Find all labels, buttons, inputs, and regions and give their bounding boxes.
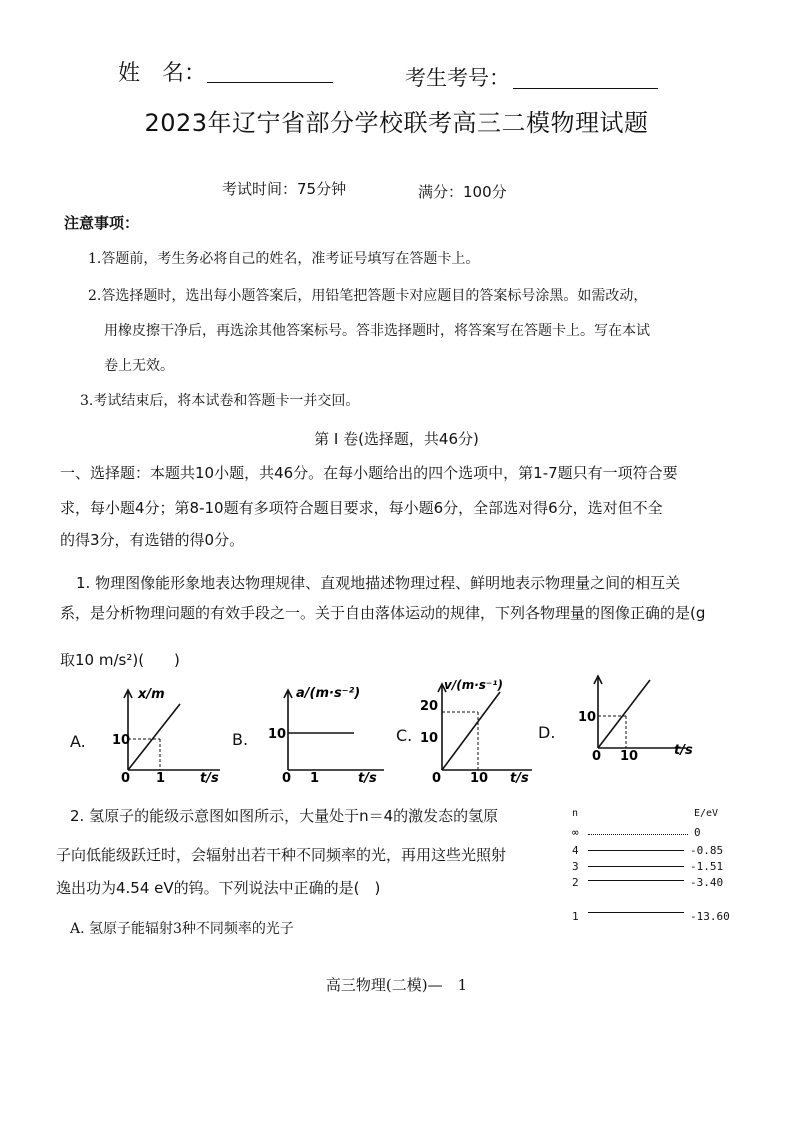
graph-a (108, 684, 224, 784)
graph-c-tick-x: 10 (470, 771, 489, 784)
level-1-line (588, 912, 684, 913)
graph-c (418, 676, 536, 784)
exam-number-label: 考生考号： (405, 66, 510, 90)
name-field[interactable] (207, 60, 333, 83)
q2-line-1: 2. 氢原子的能级示意图如图所示，大量处于n＝4的激发态的氢原 (70, 807, 499, 825)
graph-a-x-axis-label: t/s (200, 771, 219, 784)
page-title: 2023年辽宁省部分学校联考高三二模物理试题 (144, 109, 649, 137)
option-d-label: D. (538, 723, 556, 742)
diagram-n-header: n (572, 808, 579, 819)
graph-d-x-axis-label: t/s (674, 743, 693, 758)
diagram-e-header: E/eV (694, 808, 719, 819)
graph-d (574, 672, 700, 762)
note-item-1: 1.答题前，考生务必将自己的姓名，准考证号填写在答题卡上。 (88, 251, 480, 267)
notes-heading: 注意事项： (64, 214, 140, 232)
graph-a-tick-x: 1 (156, 771, 166, 784)
q2-option-a: A. 氢原子能辐射3种不同频率的光子 (70, 921, 294, 937)
option-a-label: A. (70, 732, 86, 751)
section-title: 第 I 卷(选择题，共46分) (314, 430, 479, 448)
note-item-2-end: 卷上无效。 (104, 358, 174, 374)
graph-a-origin: 0 (121, 771, 131, 784)
level-4-e: -0.85 (690, 844, 724, 857)
level-inf-e: 0 (694, 826, 701, 839)
q1-line-2: 系，是分析物理问题的有效手段之一。关于自由落体运动的规律，下列各物理量的图像正确的是(g (60, 604, 706, 622)
section-intro-line-2: 求，每小题4分；第8-10题有多项符合题目要求，每小题6分，全部选对得6分，选对但不全 (60, 499, 663, 517)
q2-line-2: 子向低能级跃迁时，会辐射出若干种不同频率的光，再用这些光照射 (56, 846, 507, 864)
graph-b-x-axis-label: t/s (358, 771, 377, 784)
name-label: 姓 名： (118, 61, 207, 86)
q2-line-3: 逸出功为4.54 eV的钨。下列说法中正确的是( ) (56, 879, 381, 897)
graph-c-origin: 0 (432, 771, 442, 784)
exam-time: 考试时间：75分钟 (222, 180, 347, 198)
exam-number-field[interactable] (513, 66, 658, 89)
level-inf-n: ∞ (572, 826, 579, 839)
graph-b-y-axis-label: a/(m·s⁻²) (296, 686, 361, 701)
graph-d-tick-x: 10 (620, 749, 639, 762)
full-score: 满分：100分 (418, 183, 507, 201)
level-1-e: -13.60 (690, 910, 730, 923)
option-c-label: C. (396, 726, 413, 745)
section-intro-line-3: 的得3分，有选错的得0分。 (60, 531, 245, 549)
level-4-line (588, 850, 684, 851)
graph-a-y-axis-label: x/m (138, 687, 165, 702)
level-3-line (588, 866, 684, 867)
note-item-2: 2.答选择题时，选出每小题答案后，用铅笔把答题卡对应题目的答案标号涂黑。如需改动， (88, 288, 648, 304)
graph-c-x-axis-label: t/s (510, 771, 529, 784)
note-item-2-cont: 用橡皮擦干净后，再选涂其他答案标号。答非选择题时，将答案写在答题卡上。写在本试 (104, 323, 650, 339)
level-2-e: -3.40 (690, 876, 724, 889)
level-2-n: 2 (572, 876, 579, 889)
level-2-line (588, 880, 684, 881)
graph-b-tick-x: 1 (310, 771, 320, 784)
graph-c-y-axis-label: v/(m·s⁻¹) (444, 678, 503, 692)
graph-c-tick-y2: 20 (420, 699, 439, 714)
graph-b (262, 682, 388, 784)
note-item-3: 3.考试结束后，将本试卷和答题卡一并交回。 (80, 393, 360, 409)
graph-d-origin: 0 (592, 749, 602, 762)
graph-a-tick-y: 10 (112, 733, 131, 748)
graph-b-origin: 0 (282, 771, 292, 784)
graph-c-tick-y: 10 (420, 731, 439, 746)
option-b-label: B. (232, 730, 249, 749)
section-intro-line-1: 一、选择题：本题共10小题，共46分。在每小题给出的四个选项中，第1-7题只有一项符合要 (60, 464, 678, 482)
energy-level-diagram (568, 808, 748, 928)
level-inf-line (588, 834, 688, 835)
level-1-n: 1 (572, 910, 579, 923)
level-3-e: -1.51 (690, 860, 724, 873)
q1-line-3: 取10 m/s²)( ) (60, 651, 180, 669)
page-footer: 高三物理(二模)— 1 (325, 976, 468, 994)
level-4-n: 4 (572, 844, 579, 857)
q1-line-1: 1. 物理图像能形象地表达物理规律、直观地描述物理过程、鲜明地表示物理量之间的相互关 (76, 574, 681, 592)
graph-d-tick-y: 10 (578, 710, 597, 725)
graph-b-tick-y: 10 (268, 727, 287, 742)
level-3-n: 3 (572, 860, 579, 873)
